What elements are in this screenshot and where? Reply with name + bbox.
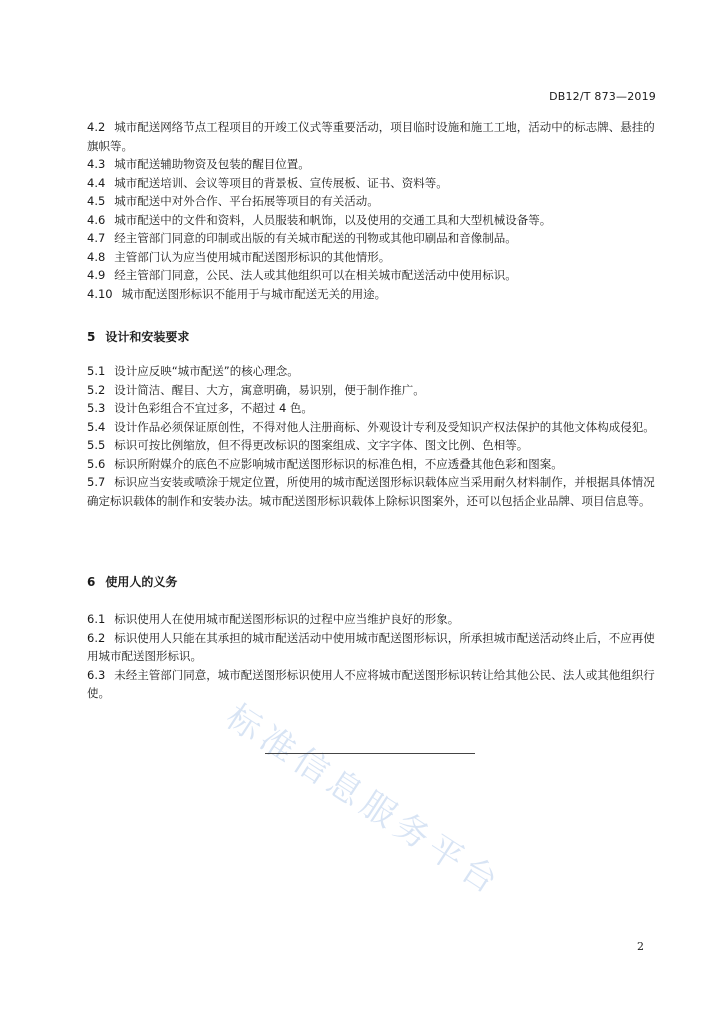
item-text: 标识使用人在使用城市配送图形标识的过程中应当维护良好的形象。 bbox=[114, 612, 460, 626]
item-text: 城市配送网络节点工程项目的开竣工仪式等重要活动，项目临时设施和施工工地，活动中的标志牌、悬挂的旗帜等。 bbox=[87, 120, 655, 153]
item-number: 5.5 bbox=[87, 438, 106, 452]
item-text: 设计色彩组合不宜过多，不超过 4 色。 bbox=[114, 401, 313, 415]
list-item bbox=[87, 436, 659, 455]
item-number: 4.3 bbox=[87, 157, 106, 171]
item-text: 经主管部门同意的印制或出版的有关城市配送的刊物或其他印刷品和音像制品。 bbox=[114, 231, 517, 245]
item-number: 5.4 bbox=[87, 419, 106, 434]
item-number: 6.2 bbox=[87, 630, 106, 645]
list-item bbox=[87, 248, 659, 267]
item-number: 5.2 bbox=[87, 382, 106, 397]
item-number: 4.5 bbox=[87, 194, 106, 208]
item-text: 经主管部门同意，公民、法人或其他组织可以在相关城市配送活动中使用标识。 bbox=[114, 268, 517, 282]
list-item bbox=[87, 229, 659, 248]
item-number: 5.7 bbox=[87, 475, 106, 489]
item-text: 城市配送图形标识不能用于与城市配送无关的用途。 bbox=[121, 286, 387, 301]
standard-code: DB12/T 873—2019 bbox=[549, 90, 656, 103]
item-text: 未经主管部门同意，城市配送图形标识使用人不应将城市配送图形标识转让给其他公民、法人或其他组织行使。 bbox=[87, 667, 655, 700]
item-text: 城市配送培训、会议等项目的背景板、宣传展板、证书、资料等。 bbox=[114, 175, 448, 190]
item-number: 4.2 bbox=[87, 120, 106, 134]
list-item bbox=[87, 473, 659, 510]
section-5-heading-block bbox=[87, 328, 659, 345]
list-item bbox=[87, 362, 659, 381]
list-item bbox=[87, 455, 659, 474]
item-text: 标识应当安装或喷涂于规定位置，所使用的城市配送图形标识载体应当采用耐久材料制作，并根据具体情况确定标识载体的制作和安装办法。城市配送图形标识载体上除标识图案外，还可以包括企业品牌、项目信息等。 bbox=[87, 475, 655, 508]
list-item bbox=[87, 399, 659, 418]
section-number: 6 bbox=[87, 575, 96, 589]
page-number: 2 bbox=[637, 940, 644, 953]
item-number: 4.6 bbox=[87, 212, 106, 227]
list-item bbox=[87, 418, 659, 437]
item-number: 4.7 bbox=[87, 231, 106, 245]
item-number: 4.10 bbox=[87, 286, 113, 301]
list-item bbox=[87, 629, 659, 666]
item-number: 5.1 bbox=[87, 364, 106, 378]
section-title: 使用人的义务 bbox=[105, 575, 178, 589]
list-item bbox=[87, 118, 659, 155]
section-title: 设计和安装要求 bbox=[105, 330, 190, 344]
watermark-text: 标准信息服务平台 bbox=[218, 696, 510, 905]
item-text: 设计应反映“城市配送”的核心理念。 bbox=[114, 364, 299, 378]
item-text: 城市配送中对外合作、平台拓展等项目的有关活动。 bbox=[114, 194, 379, 208]
item-text: 城市配送中的文件和资料，人员服装和帆饰，以及使用的交通工具和大型机械设备等。 bbox=[114, 212, 552, 227]
list-item bbox=[87, 666, 659, 703]
end-rule-divider bbox=[265, 753, 475, 754]
section-heading bbox=[87, 328, 659, 345]
list-section-6 bbox=[87, 610, 659, 703]
list-item bbox=[87, 266, 659, 285]
list-item bbox=[87, 285, 659, 304]
item-number: 5.6 bbox=[87, 456, 106, 471]
list-item bbox=[87, 155, 659, 174]
item-number: 4.8 bbox=[87, 249, 106, 264]
item-text: 设计简洁、醒目、大方，寓意明确，易识别，便于制作推广。 bbox=[114, 382, 425, 397]
list-section-4 bbox=[87, 118, 659, 303]
item-number: 4.4 bbox=[87, 175, 106, 190]
section-6-heading-block bbox=[87, 573, 659, 590]
item-text: 城市配送辅助物资及包装的醒目位置。 bbox=[114, 157, 310, 171]
section-number: 5 bbox=[87, 330, 96, 344]
list-item bbox=[87, 381, 659, 400]
item-text: 标识所附媒介的底色不应影响城市配送图形标识的标准色相，不应透叠其他色彩和图案。 bbox=[114, 456, 563, 471]
section-heading bbox=[87, 573, 659, 590]
item-text: 设计作品必须保证原创性，不得对他人注册商标、外观设计专利及受知识产权法保护的其他文体构成侵犯。 bbox=[114, 419, 655, 434]
item-text: 标识使用人只能在其承担的城市配送活动中使用城市配送图形标识，所承担城市配送活动终止后，不应再使用城市配送图形标识。 bbox=[87, 630, 655, 663]
item-number: 4.9 bbox=[87, 268, 106, 282]
list-item bbox=[87, 174, 659, 193]
list-item bbox=[87, 192, 659, 211]
list-section-5 bbox=[87, 362, 659, 510]
list-item bbox=[87, 211, 659, 230]
item-number: 6.3 bbox=[87, 667, 106, 682]
item-number: 5.3 bbox=[87, 401, 106, 415]
list-item bbox=[87, 610, 659, 629]
item-text: 主管部门认为应当使用城市配送图形标识的其他情形。 bbox=[114, 249, 391, 264]
item-text: 标识可按比例缩放，但不得更改标识的图案组成、文字字体、图文比例、色相等。 bbox=[114, 438, 529, 452]
item-number: 6.1 bbox=[87, 612, 106, 626]
